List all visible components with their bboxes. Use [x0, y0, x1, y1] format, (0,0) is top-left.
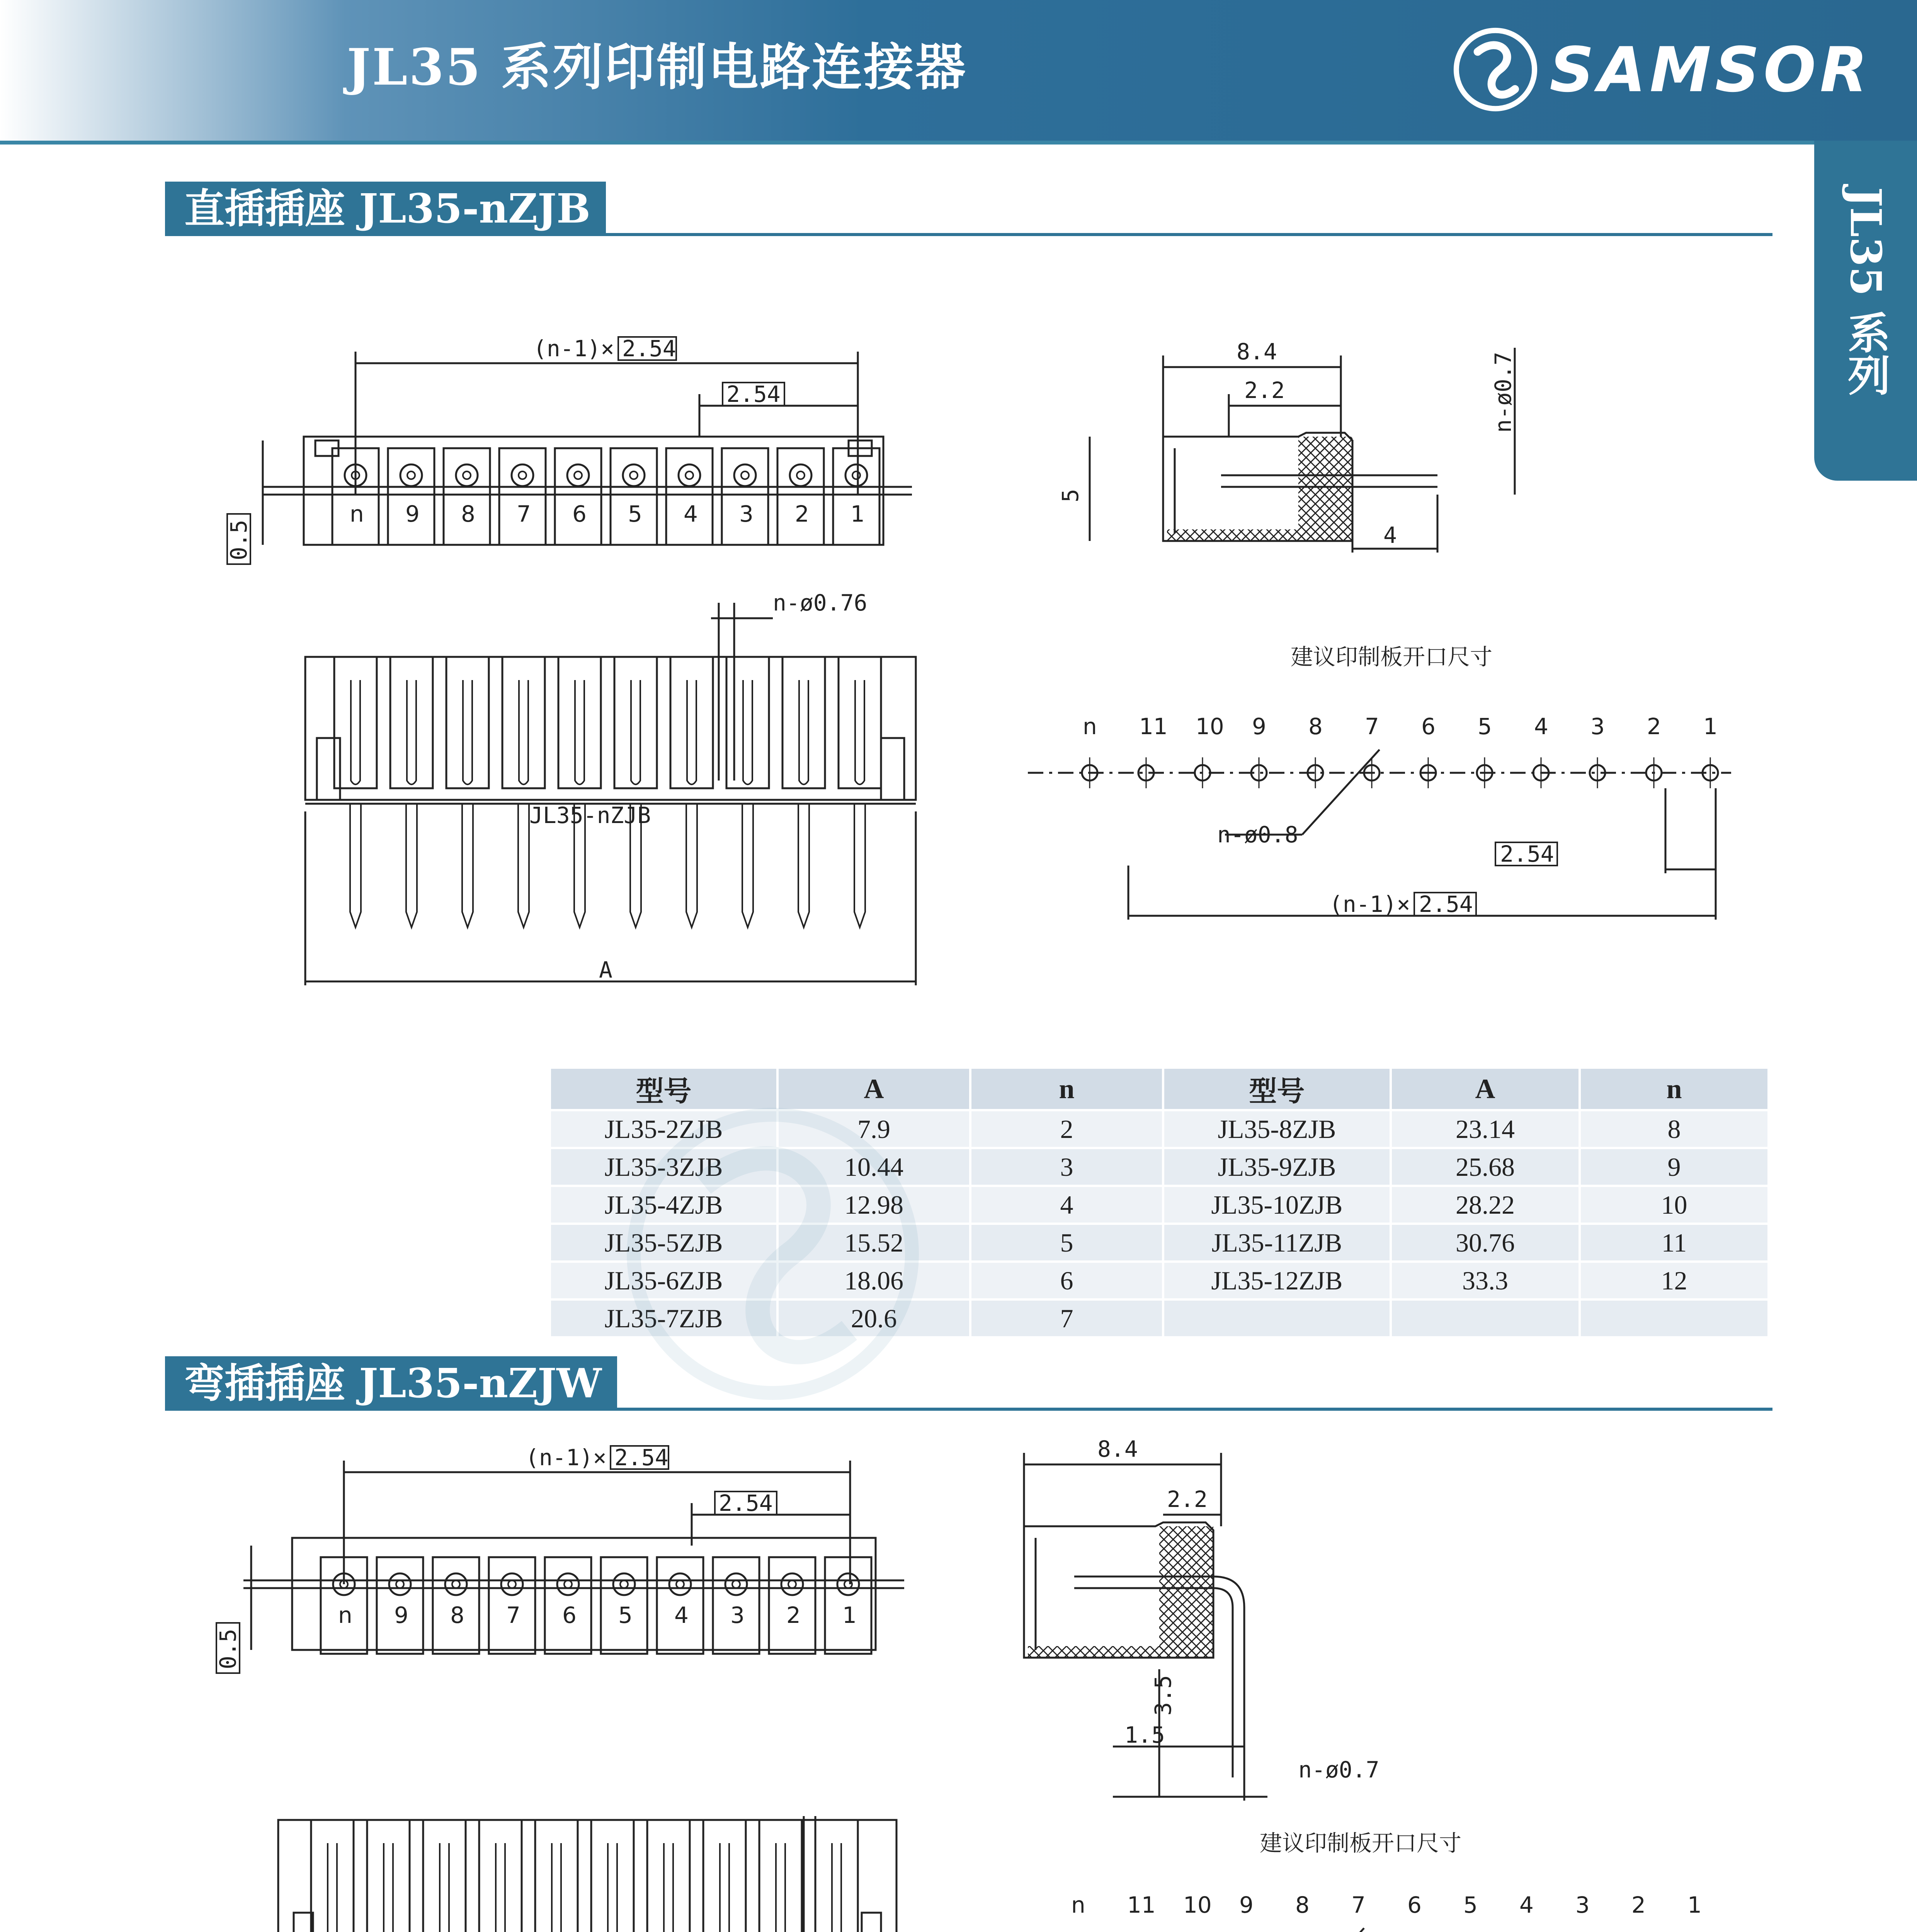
col-model: 型号	[550, 1068, 777, 1110]
contact-slot	[423, 1820, 466, 1932]
pcb-hole-label: 10	[1183, 1892, 1212, 1918]
contact-spring	[855, 680, 864, 784]
pcb-hole-dia: n-ø0.8	[1217, 821, 1298, 848]
pin-label: 9	[394, 1602, 408, 1628]
pin-hole	[501, 1573, 523, 1595]
cell	[1391, 1299, 1580, 1337]
cell: 20.6	[777, 1299, 970, 1337]
contact-spring	[631, 680, 640, 784]
contact-spring	[552, 1843, 561, 1932]
pin-hole	[790, 464, 811, 486]
brand-name: SAMSOR	[1550, 33, 1871, 106]
cell: 33.3	[1391, 1262, 1580, 1299]
cell: 18.06	[777, 1262, 970, 1299]
pin-label: 5	[628, 501, 642, 527]
pin-hole-inner	[630, 471, 638, 479]
pcb-hole-label: 4	[1519, 1892, 1534, 1918]
cell: 30.76	[1391, 1224, 1580, 1262]
cell: 3	[970, 1148, 1163, 1186]
pcb-hole-label: 8	[1308, 713, 1323, 740]
pin-hole-inner	[564, 1580, 572, 1588]
col-n: n	[1580, 1068, 1769, 1110]
pin-hole	[679, 464, 700, 486]
pin-hole-inner	[676, 1580, 684, 1588]
cell: JL35-2ZJB	[550, 1110, 777, 1148]
pcb-hole-label: 6	[1421, 713, 1436, 740]
cell: 12	[1580, 1262, 1769, 1299]
side-dim-vertical: 3.5	[1150, 1675, 1176, 1716]
cell	[1580, 1299, 1769, 1337]
pin-hole	[567, 464, 589, 486]
pin-hole	[400, 464, 422, 486]
contact-spring	[384, 1843, 393, 1932]
pcb-hole-label: 1	[1703, 713, 1718, 740]
pcb-pin	[406, 804, 417, 927]
pcb-pin	[686, 804, 697, 927]
cell	[1163, 1299, 1391, 1337]
dim-pitch-total-box: 2.54	[622, 335, 676, 362]
zjw-top-view	[209, 1437, 951, 1754]
zjw-pcb-layout	[997, 1816, 1739, 1932]
contact-slot	[446, 657, 489, 788]
table-row	[550, 1299, 1769, 1337]
pin-hole	[725, 1573, 747, 1595]
pcb-title: 建议印制板开口尺寸	[1291, 644, 1493, 670]
cell: 23.14	[1391, 1110, 1580, 1148]
cell: 12.98	[777, 1186, 970, 1224]
pin-cell	[722, 448, 768, 545]
pcb-pin	[742, 804, 753, 927]
dim-offset: 0.5	[226, 520, 252, 560]
brand-logo	[1451, 21, 1871, 118]
cell: 2	[970, 1110, 1163, 1148]
pin-label: 9	[405, 501, 420, 527]
pin-label: 8	[461, 501, 475, 527]
pcb-hole-label: 5	[1478, 713, 1492, 740]
zjb-top-view	[216, 332, 958, 572]
cell: 10.44	[777, 1148, 970, 1186]
side-tab-label: JL35 系列	[1841, 187, 1891, 396]
pin-hole	[445, 1573, 467, 1595]
pin-cell	[666, 448, 713, 545]
pcb-hole-label: 11	[1139, 713, 1168, 740]
cell: 6	[970, 1262, 1163, 1299]
pcb-pin	[462, 804, 473, 927]
dim-pitch-box: 2.54	[719, 1490, 773, 1516]
table-row	[550, 1224, 1769, 1262]
pin-hole	[613, 1573, 635, 1595]
contact-slot	[647, 1820, 690, 1932]
contact-spring	[776, 1843, 785, 1932]
pin-label: 7	[506, 1602, 520, 1628]
cell: 8	[1580, 1110, 1769, 1148]
contact-slot	[479, 1820, 522, 1932]
section-title-zjw: 弯插插座 JL35-nZJW	[165, 1356, 617, 1410]
pin-hole-inner	[508, 1580, 516, 1588]
pcb-total: (n-1)×	[1329, 891, 1410, 917]
pin-label: n	[338, 1602, 352, 1628]
pin-label: 7	[517, 501, 531, 527]
pin-label: 2	[795, 501, 809, 527]
pin-hole-inner	[620, 1580, 628, 1588]
pcb-hole-label: 6	[1407, 1892, 1422, 1918]
section-underline	[165, 1408, 1772, 1411]
cell: 9	[1580, 1148, 1769, 1186]
table-row	[550, 1110, 1769, 1148]
cell: JL35-6ZJB	[550, 1262, 777, 1299]
table-row	[550, 1148, 1769, 1186]
pin-hole-inner	[788, 1580, 796, 1588]
side-dim-inner: 2.2	[1244, 377, 1285, 403]
pin-label: 4	[684, 501, 698, 527]
zjw-front-view	[270, 1808, 912, 1932]
cell: JL35-10ZJB	[1163, 1186, 1391, 1224]
contact-slot	[614, 657, 657, 788]
pin-hole	[456, 464, 478, 486]
side-dim-offset: 1.5	[1124, 1722, 1165, 1748]
col-a: A	[777, 1068, 970, 1110]
pin-hole	[781, 1573, 803, 1595]
pcb-hole-label: 3	[1575, 1892, 1590, 1918]
side-dim-pin-dia: n-ø0.7	[1490, 352, 1516, 433]
cell: JL35-4ZJB	[550, 1186, 777, 1224]
page-title: JL35 系列印制电路连接器	[347, 37, 967, 97]
cell: JL35-3ZJB	[550, 1148, 777, 1186]
table-row	[550, 1186, 1769, 1224]
pcb-hole-label: 10	[1196, 713, 1224, 740]
pin-label: 1	[850, 501, 865, 527]
front-body-label: JL35-nZJB	[529, 802, 651, 828]
col-model: 型号	[1163, 1068, 1391, 1110]
pin-cell	[611, 448, 657, 545]
cell: JL35-11ZJB	[1163, 1224, 1391, 1262]
cell: 7.9	[777, 1110, 970, 1148]
pin-label: 8	[450, 1602, 464, 1628]
contact-slot	[703, 1820, 746, 1932]
pcb-hole-label: n	[1083, 713, 1097, 740]
pin-hole-inner	[396, 1580, 404, 1588]
pin-label: 1	[842, 1602, 857, 1628]
contact-spring	[519, 680, 528, 784]
cell: 28.22	[1391, 1186, 1580, 1224]
col-n: n	[970, 1068, 1163, 1110]
samsor-logo-icon	[1451, 25, 1540, 114]
side-dim-length: 8.4	[1237, 338, 1277, 365]
contact-slot	[670, 657, 713, 788]
pcb-pin	[350, 804, 361, 927]
pcb-hole-label: 7	[1351, 1892, 1366, 1918]
pin-cell	[833, 448, 879, 545]
front-dim-a: A	[599, 957, 612, 983]
pin-hole	[557, 1573, 579, 1595]
dim-pitch-box: 2.54	[726, 381, 781, 407]
cell: 25.68	[1391, 1148, 1580, 1186]
cell: 11	[1580, 1224, 1769, 1262]
pin-label: 3	[730, 1602, 745, 1628]
zjb-side-view	[1051, 332, 1553, 564]
contact-slot	[390, 657, 433, 788]
pin-hole	[734, 464, 756, 486]
side-series-tab	[1814, 141, 1917, 481]
pcb-total-box: 2.54	[1419, 891, 1473, 917]
pin-label: 5	[618, 1602, 633, 1628]
pin-cell	[444, 448, 490, 545]
zjb-spec-table	[549, 1066, 1770, 1338]
pin-label: 6	[562, 1602, 577, 1628]
pcb-hole-label: 8	[1295, 1892, 1310, 1918]
contact-slot	[815, 1820, 858, 1932]
section-title-zjb: 直插插座 JL35-nZJB	[165, 182, 606, 236]
contact-spring	[351, 680, 360, 784]
pcb-hole-label: 5	[1463, 1892, 1478, 1918]
pin-hole	[837, 1573, 859, 1595]
cell: JL35-8ZJB	[1163, 1110, 1391, 1148]
cell: JL35-5ZJB	[550, 1224, 777, 1262]
cell: 10	[1580, 1186, 1769, 1224]
pin-hole-inner	[574, 471, 582, 479]
contact-spring	[799, 680, 808, 784]
contact-spring	[496, 1843, 505, 1932]
cell: 5	[970, 1224, 1163, 1262]
dim-pitch-total-box: 2.54	[614, 1444, 668, 1471]
pin-hole-inner	[452, 1580, 460, 1588]
pin-hole	[845, 464, 867, 486]
contact-spring	[328, 1843, 337, 1932]
pcb-hole-label: 7	[1365, 713, 1379, 740]
pcb-hole-label: 9	[1252, 713, 1266, 740]
pin-hole-inner	[797, 471, 805, 479]
pcb-hole-label: n	[1071, 1892, 1085, 1918]
dim-offset: 0.5	[215, 1629, 241, 1669]
section-underline	[165, 233, 1772, 236]
contact-spring	[407, 680, 416, 784]
table-row	[550, 1262, 1769, 1299]
pin-hole-inner	[852, 471, 860, 479]
contact-slot	[591, 1820, 634, 1932]
page-header	[0, 0, 1917, 141]
zjb-front-view	[294, 587, 927, 1005]
side-dim-pin: 4	[1383, 522, 1397, 548]
pin-label: 4	[674, 1602, 689, 1628]
dim-pitch-total: (n-1)×	[526, 1444, 607, 1471]
side-dim-length: 8.4	[1097, 1437, 1138, 1462]
contact-slot	[759, 1820, 802, 1932]
pcb-title: 建议印制板开口尺寸	[1260, 1830, 1462, 1856]
pin-cell	[777, 448, 824, 545]
pin-label: n	[350, 501, 364, 527]
contact-spring	[440, 1843, 449, 1932]
contact-spring	[687, 680, 696, 784]
pin-hole-inner	[519, 471, 526, 479]
pin-hole-inner	[463, 471, 471, 479]
pcb-hole-label: 9	[1239, 1892, 1254, 1918]
pin-label: 3	[739, 501, 754, 527]
zjb-pcb-layout	[1012, 634, 1739, 943]
contact-slot	[367, 1820, 410, 1932]
contact-slot	[726, 657, 769, 788]
cell: JL35-7ZJB	[550, 1299, 777, 1337]
pin-cell	[555, 448, 601, 545]
contact-spring	[832, 1843, 841, 1932]
contact-spring	[664, 1843, 673, 1932]
col-a: A	[1391, 1068, 1580, 1110]
table-header-row	[550, 1068, 1769, 1110]
pcb-pitch-box: 2.54	[1500, 841, 1554, 867]
pin-hole	[669, 1573, 691, 1595]
pin-cell	[388, 448, 434, 545]
pin-hole	[512, 464, 533, 486]
cell: 15.52	[777, 1224, 970, 1262]
pin-label: 6	[572, 501, 587, 527]
contact-slot	[558, 657, 601, 788]
cell: 7	[970, 1299, 1163, 1337]
pcb-hole-label: 4	[1534, 713, 1548, 740]
contact-slot	[311, 1820, 354, 1932]
pcb-hole-label: 2	[1631, 1892, 1646, 1918]
contact-slot	[782, 657, 825, 788]
pcb-hole-label: 1	[1687, 1892, 1702, 1918]
contact-spring	[608, 1843, 617, 1932]
contact-slot	[502, 657, 545, 788]
pin-hole	[623, 464, 645, 486]
contact-spring	[720, 1843, 729, 1932]
contact-spring	[463, 680, 472, 784]
side-dim-height: 5	[1057, 489, 1084, 502]
contact-spring	[575, 680, 584, 784]
contact-spring	[743, 680, 752, 784]
zjw-side-view	[997, 1437, 1422, 1808]
header-divider	[0, 141, 1917, 145]
pin-hole-inner	[732, 1580, 740, 1588]
pcb-pin	[798, 804, 809, 927]
pin-label: 2	[786, 1602, 801, 1628]
front-dim-pin-dia: n-ø0.76	[773, 590, 867, 616]
pin-hole-inner	[685, 471, 693, 479]
dim-pitch-total: (n-1)×	[533, 335, 614, 362]
pcb-pin	[518, 804, 529, 927]
contact-slot	[839, 657, 881, 788]
pin-hole	[389, 1573, 411, 1595]
pcb-hole-label: 11	[1127, 1892, 1156, 1918]
contact-slot	[535, 1820, 578, 1932]
pcb-hole-label: 2	[1647, 713, 1661, 740]
pcb-hole-label: 3	[1590, 713, 1605, 740]
pcb-pin	[854, 804, 865, 927]
pin-cell	[499, 448, 546, 545]
side-dim-inner: 2.2	[1167, 1486, 1208, 1512]
side-dim-pin-dia: n-ø0.7	[1298, 1757, 1379, 1783]
cell: 4	[970, 1186, 1163, 1224]
pin-hole-inner	[407, 471, 415, 479]
cell: JL35-12ZJB	[1163, 1262, 1391, 1299]
pin-hole-inner	[741, 471, 749, 479]
cell: JL35-9ZJB	[1163, 1148, 1391, 1186]
